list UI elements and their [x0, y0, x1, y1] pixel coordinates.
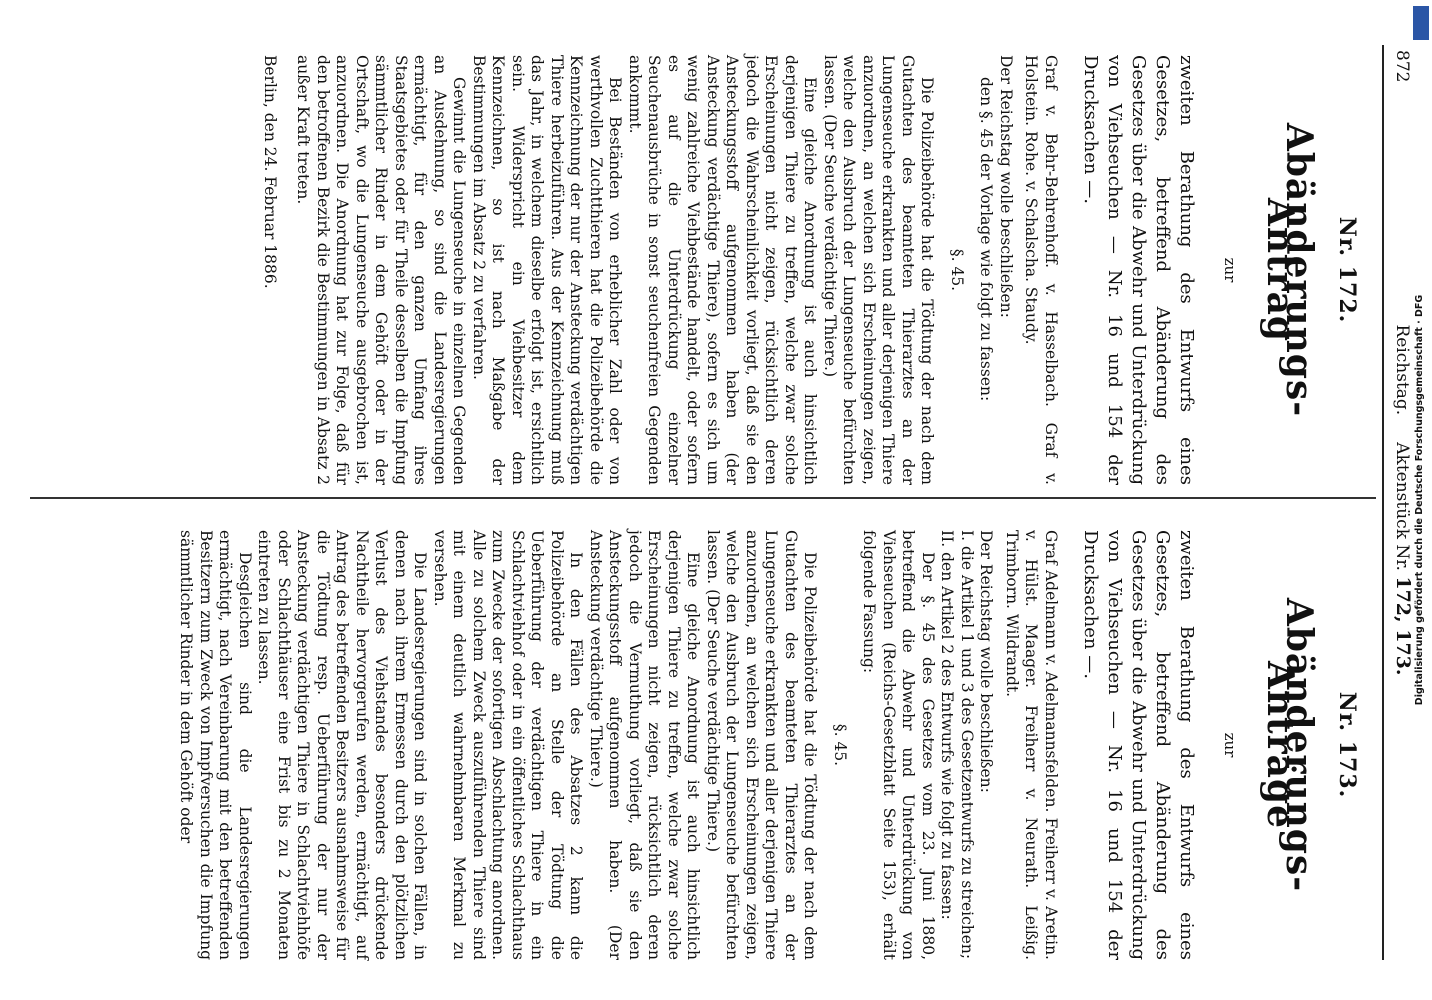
left-intro: zweiten Berathung des Entwurfs eines Gesetzes, betreffend Abänderung des Gesetzes über die Abwehr und Unterdrückung von Viehseuchen — Nr. 16 und 154 der Drucksachen —. — [1080, 55, 1197, 485]
left-nr: Nr. 172. — [1334, 216, 1360, 324]
right-item-1: I. die Artikel 1 und 3 des Gesetzentwurfs zu streichen; — [958, 530, 976, 960]
left-column — [260, 55, 1367, 485]
header-center-prefix: Aktenstück Nr. — [1392, 442, 1412, 571]
right-section: §. 45. — [831, 723, 849, 767]
column-divider — [30, 497, 1376, 499]
right-item-2: II. den Artikel 2 des Entwurfs wie folgt zu fassen: — [938, 530, 957, 920]
left-resolve: Der Reichstag wolle beschließen: — [997, 55, 1015, 318]
header-left: Reichstag. — [1392, 324, 1412, 416]
left-paragraph: Gewinnt die Lungenseuche in einzelnen Gegenden an Ausdehnung, so sind die Landesregierungen ermächtigt, für den ganzen Umfang ihres Staatsgebietes oder für Theile desselben die Impfung sämmtlicher Rinder in dem Gehöft oder in der Ortschaft, wo die Lungenseuche ausgebrochen ist, anzuordnen. Die Anordnung hat zur Folge, daß für den betroffenen Bezirk die Bestimmungen in Absatz 2 außer Kraft treten. — [294, 55, 469, 485]
right-paragraph: Die Landesregierungen sind in solchen Fällen, in denen nach ihrem Ermessen durch den plötzlichen Verlust des Viehstandes besonders drückende Nachtheile hervorgerufen werden, ermächtigt, auf Antrag des betreffenden Besitzers ausnahmsweise für die Tödtung resp. Ueberführung der nur der Ansteckung verdächtigen Thiere in Schlachtviehhöfe oder Schlachthäuser eine Frist bis zu 2 Monaten eintreten zu lassen. — [255, 530, 430, 960]
right-resolve: Der Reichstag wolle beschließen: — [977, 530, 996, 793]
right-paragraph: Eine gleiche Anordnung ist auch hinsichtlich derjenigen Thiere zu treffen, welche zwar solche Erscheinungen nicht zeigen, rücksichtlich deren jedoch die Vermuthung vorliegt, daß sie den Ansteckungsstoff aufgenommen haben. (Der Ansteckung verdächtige Thiere.) — [587, 530, 703, 960]
right-paragraph: Die Polizeibehörde hat die Tödtung der nach dem Gutachten des beamteten Thierarztes an der Lungenseuche erkrankten und aller derjenigen Thiere anzuordnen, an welchen sich Erscheinungen zeigen, welche den Ausbruch der Lungenseuche befürchten lassen. (Der Seuche verdächtige Thiere.) — [704, 530, 820, 960]
left-paragraph: Die Polizeibehörde hat die Tödtung der nach dem Gutachten des beamteten Thierarztes an der Lungenseuche erkrankten und aller derjenigen Thiere anzuordnen, an welchen sich Erscheinungen zeigen, welche den Ausbruch der Lungenseuche befürchten lassen. (Der Seuche verdächtige Thiere.) — [821, 55, 937, 485]
digitization-note-text: Digitalisierung gefördert durch die Deutsche Forschungsgemeinschaft · DFG — [1414, 294, 1425, 706]
right-signatories: Graf Adelmann v. Adelmannsfelden. Freiherr v. Aretin. v. Hülst. Maager. Freiherr v. Neurath. Leißig. Trimborn. Wildrandt. — [1003, 530, 1060, 960]
right-intro: zweiten Berathung des Entwurfs eines Gesetzes, betreffend Abänderung des Gesetzes über die Abwehr und Unterdrückung von Viehseuchen — Nr. 16 und 154 der Drucksachen —. — [1080, 530, 1197, 960]
left-paragraph: Bei Beständen von erheblicher Zahl oder von werthvollen Zuchtthieren hat die Polizeibehörde die Kennzeichnung der nur der Ansteckung verdächtigen Thiere herbeizuführen. Aus der Kennzeichnung muß das Jahr, in welchem dieselbe erfolgt ist, ersichtlich sein. Widerspricht ein Viehbesitzer dem Kennzeichnen, so ist nach Maßgabe der Bestimmungen im Absatz 2 zu verfahren. — [470, 55, 625, 485]
header-rule — [1382, 45, 1384, 960]
running-header — [1392, 0, 1414, 1000]
digitization-note — [1412, 10, 1428, 990]
right-item-2-text: Der §. 45 des Gesetzes vom 23. Juni 1880, betreffend die Abwehr und Unterdrückung von Viehseuchen (Reichs-Gesetzblatt Seite 153), erhält folgende Fassung: — [860, 530, 937, 960]
header-center-numbers: 172, 173. — [1392, 576, 1414, 676]
page-number: 872 — [1392, 50, 1412, 83]
right-column — [176, 530, 1366, 960]
left-section: §. 45. — [948, 248, 966, 292]
left-signatories: Graf v. Behr-Behrenhoff. v. Hasselbach. Graf v. Holstein. Rohe. v. Schalscha. Staudy. — [1022, 55, 1060, 485]
left-title: Abänderungs-Antrag — [1259, 122, 1321, 418]
right-paragraph: Desgleichen sind die Landesregierungen ermächtigt, nach Vereinbarung mit den betreffenden Besitzern zum Zweck von Impfversuchen die Impfung sämmtlicher Rinder in dem Gehöft oder — [177, 530, 254, 960]
left-lead: den §. 45 der Vorlage wie folgt zu fassen: — [977, 77, 996, 402]
left-paragraph: Eine gleiche Anordnung ist auch hinsichtlich derjenigen Thiere zu treffen, welche zwar solche Erscheinungen nicht zeigen, rücksichtlich deren jedoch die Wahrscheinlichkeit vorliegt, daß sie den Ansteckungsstoff aufgenommen haben (der Ansteckung verdächtige Thiere), sofern es sich um wenig zahlreiche Viehbestände handelt, oder sofern es auf die Unterdrückung einzelner Seuchenausbrüche in sonst seuchenfreien Gegenden ankommt. — [626, 55, 820, 485]
right-title: Abänderungs-Anträge — [1259, 597, 1321, 893]
right-paragraph: In den Fällen des Absatzes 2 kann die Polizeibehörde an Stelle der Tödtung die Ueberführung der verdächtigen Thiere in ein Schlachtviehhof oder in ein öffentliches Schlachthaus zum Zwecke der sofortigen Abschlachtung anordnen. Alle zu solchem Zweck auszuführenden Thiere sind mit einem deutlich wahrnehmbaren Merkmal zu versehen. — [431, 530, 586, 960]
right-nr: Nr. 173. — [1334, 691, 1360, 799]
left-date: Berlin, den 24. Februar 1886. — [261, 55, 279, 289]
right-zur: zur — [1221, 732, 1240, 758]
left-zur: zur — [1221, 257, 1240, 283]
